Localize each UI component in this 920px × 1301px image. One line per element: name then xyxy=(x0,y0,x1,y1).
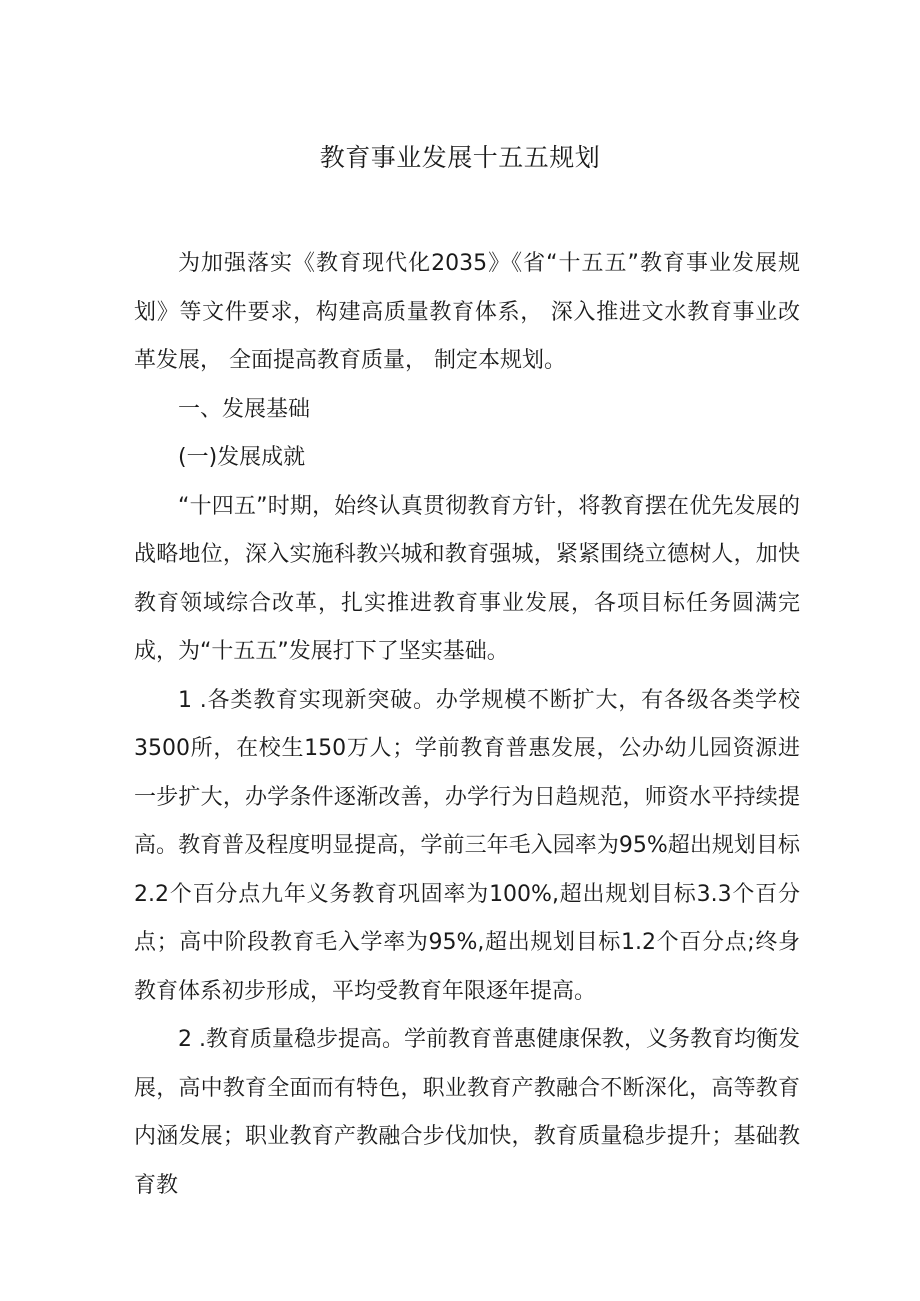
document-title: 教育事业发展十五五规划 xyxy=(319,143,601,172)
intro-paragraph: 为加强落实《教育现代化2035》《省“十五五”教育事业发展规划》等文件要求，构建高质量教育体系， 深入推进文水教育事业改革发展， 全面提高教育质量， 制定本规划。 xyxy=(134,251,800,373)
point-2-paragraph: 2 .教育质量稳步提高。学前教育普惠健康保教，义务教育均衡发展，高中教育全面而有特色，职业教育产教融合不断深化，高等教育内涵发展；职业教育产教融合步伐加快，教育质量稳步提升；基础教育教 xyxy=(134,1027,800,1198)
document-body xyxy=(134,240,800,1210)
subsection-heading: (一)发展成就 xyxy=(178,445,306,470)
point-1-paragraph: 1 .各类教育实现新突破。办学规模不断扩大，有各级各类学校3500所，在校生150万人；学前教育普惠发展，公办幼儿园资源进一步扩大，办学条件逐渐改善，办学行为日趋规范，师资水平持续提高。教育普及程度明显提高，学前三年毛入园率为95%超出规划目标2.2个百分点九年义务教育巩固率为100%,超出规划目标3.3个百分点；高中阶段教育毛入学率为95%,超出规划目标1.2个百分点;终身教育体系初步形成，平均受教育年限逐年提高。 xyxy=(134,687,800,1004)
achievements-paragraph: “十四五”时期，始终认真贯彻教育方针，将教育摆在优先发展的战略地位，深入实施科教兴城和教育强城，紧紧围绕立德树人，加快教育领域综合改革，扎实推进教育事业发展，各项目标任务圆满完成，为“十五五”发展打下了坚实基础。 xyxy=(134,493,800,664)
section-heading: 一、发展基础 xyxy=(178,396,311,422)
